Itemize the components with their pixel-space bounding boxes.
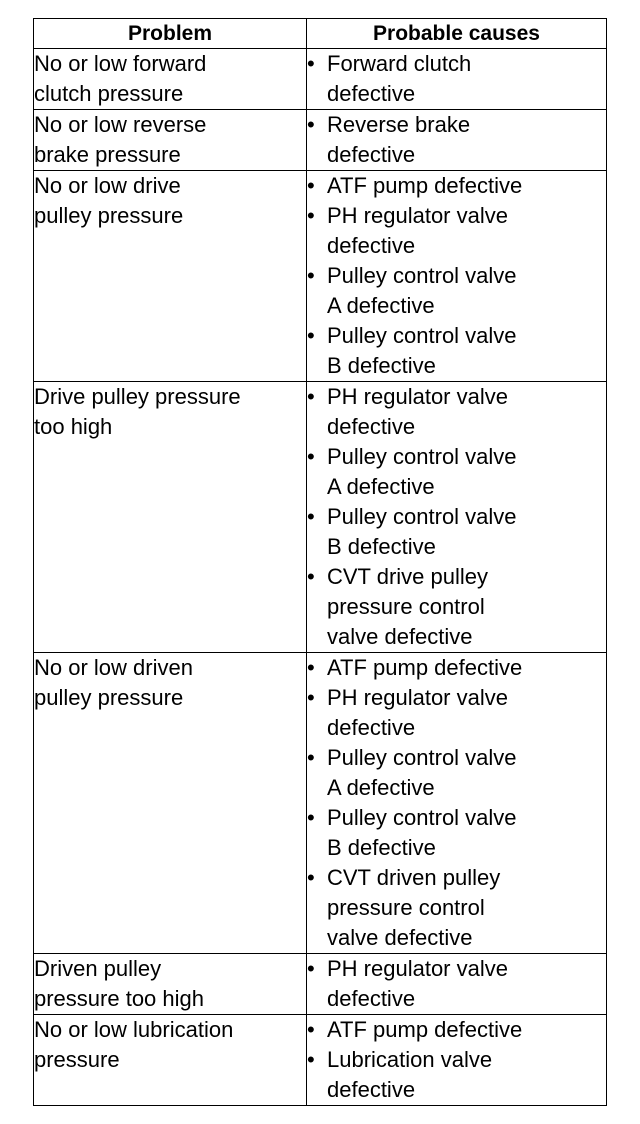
cause-text-line: Reverse brake	[327, 112, 471, 137]
probable-causes-cell	[307, 653, 607, 954]
cause-item	[307, 201, 606, 261]
problem-text-line: Driven pulley	[34, 956, 162, 981]
problem-column-header: Problem	[34, 19, 307, 49]
problem-cell	[34, 954, 307, 1015]
bullet-icon: •	[307, 1017, 315, 1042]
table-row	[34, 49, 607, 110]
probable-causes-cell	[307, 110, 607, 171]
problem-cell	[34, 171, 307, 382]
cause-text-line: B defective	[327, 534, 436, 559]
table-row	[34, 954, 607, 1015]
bullet-icon: •	[307, 323, 315, 348]
problem-text-line: pulley pressure	[34, 203, 184, 228]
cause-text-line: defective	[327, 142, 416, 167]
cause-text-line: A defective	[327, 293, 435, 318]
cause-list	[307, 382, 606, 652]
cause-item	[307, 1015, 606, 1045]
cause-item	[307, 49, 606, 109]
problem-text-line: too high	[34, 414, 113, 439]
cause-text-line: Pulley control valve	[327, 504, 517, 529]
problem-text-line: No or low lubrication	[34, 1017, 234, 1042]
cause-list	[307, 1015, 606, 1105]
cause-text-line: B defective	[327, 835, 436, 860]
table-row	[34, 171, 607, 382]
problem-text-line: No or low reverse	[34, 112, 207, 137]
bullet-icon: •	[307, 564, 315, 589]
cause-text-line: PH regulator valve	[327, 956, 508, 981]
cause-text-line: pressure control	[327, 594, 485, 619]
problem-cell	[34, 382, 307, 653]
bullet-icon: •	[307, 384, 315, 409]
cause-text-line: Pulley control valve	[327, 745, 517, 770]
problem-text-line: clutch pressure	[34, 81, 184, 106]
cause-item	[307, 382, 606, 442]
cause-list	[307, 171, 606, 381]
cause-item	[307, 171, 606, 201]
probable-causes-cell	[307, 171, 607, 382]
problem-text-line: No or low driven	[34, 655, 193, 680]
bullet-icon: •	[307, 173, 315, 198]
cause-text-line: Lubrication valve	[327, 1047, 493, 1072]
bullet-icon: •	[307, 203, 315, 228]
bullet-icon: •	[307, 865, 315, 890]
probable-causes-cell	[307, 954, 607, 1015]
cause-list	[307, 110, 606, 170]
cause-item	[307, 863, 606, 953]
problem-text-line: Drive pulley pressure	[34, 384, 241, 409]
probable-causes-cell	[307, 382, 607, 653]
cause-text-line: defective	[327, 233, 416, 258]
problem-text-line: brake pressure	[34, 142, 181, 167]
cause-list	[307, 954, 606, 1014]
cause-text-line: PH regulator valve	[327, 685, 508, 710]
bullet-icon: •	[307, 263, 315, 288]
cause-text-line: Pulley control valve	[327, 444, 517, 469]
bullet-icon: •	[307, 655, 315, 680]
table-row	[34, 653, 607, 954]
cause-item	[307, 110, 606, 170]
cause-text-line: defective	[327, 414, 416, 439]
cause-item	[307, 803, 606, 863]
cause-text-line: CVT driven pulley	[327, 865, 501, 890]
cause-text-line: A defective	[327, 775, 435, 800]
problem-text-line: pressure too high	[34, 986, 204, 1011]
table-body	[34, 49, 607, 1106]
cause-text-line: Forward clutch	[327, 51, 472, 76]
cause-text-line: Pulley control valve	[327, 805, 517, 830]
bullet-icon: •	[307, 444, 315, 469]
problem-text-line: pressure	[34, 1047, 120, 1072]
table-header	[34, 19, 607, 49]
cause-text-line: valve defective	[327, 624, 473, 649]
bullet-icon: •	[307, 805, 315, 830]
cause-item	[307, 653, 606, 683]
cause-text-line: Pulley control valve	[327, 323, 517, 348]
cause-item	[307, 1045, 606, 1105]
problem-text-line: No or low forward	[34, 51, 207, 76]
bullet-icon: •	[307, 1047, 315, 1072]
cause-item	[307, 261, 606, 321]
problem-cell	[34, 1015, 307, 1106]
table-row	[34, 382, 607, 653]
troubleshooting-table	[33, 18, 607, 1106]
problem-text-line: pulley pressure	[34, 685, 184, 710]
cause-text-line: defective	[327, 715, 416, 740]
bullet-icon: •	[307, 112, 315, 137]
cause-item	[307, 954, 606, 1014]
cause-list	[307, 653, 606, 953]
header-row	[34, 19, 607, 49]
cause-item	[307, 442, 606, 502]
problem-cell	[34, 110, 307, 171]
cause-item	[307, 562, 606, 652]
cause-text-line: PH regulator valve	[327, 384, 508, 409]
cause-list	[307, 49, 606, 109]
bullet-icon: •	[307, 51, 315, 76]
problem-text-line: No or low drive	[34, 173, 181, 198]
cause-text-line: CVT drive pulley	[327, 564, 488, 589]
cause-item	[307, 502, 606, 562]
problem-cell	[34, 49, 307, 110]
bullet-icon: •	[307, 685, 315, 710]
bullet-icon: •	[307, 956, 315, 981]
bullet-icon: •	[307, 504, 315, 529]
cause-text-line: PH regulator valve	[327, 203, 508, 228]
probable-causes-cell	[307, 49, 607, 110]
cause-item	[307, 683, 606, 743]
cause-item	[307, 743, 606, 803]
probable-causes-column-header: Probable causes	[307, 19, 607, 49]
table-row	[34, 110, 607, 171]
cause-text-line: B defective	[327, 353, 436, 378]
cause-text-line: defective	[327, 986, 416, 1011]
cause-text-line: pressure control	[327, 895, 485, 920]
cause-text-line: ATF pump defective	[327, 173, 523, 198]
cause-text-line: A defective	[327, 474, 435, 499]
bullet-icon: •	[307, 745, 315, 770]
probable-causes-cell	[307, 1015, 607, 1106]
cause-text-line: defective	[327, 81, 416, 106]
cause-text-line: Pulley control valve	[327, 263, 517, 288]
cause-text-line: ATF pump defective	[327, 1017, 523, 1042]
problem-cell	[34, 653, 307, 954]
cause-text-line: ATF pump defective	[327, 655, 523, 680]
cause-text-line: defective	[327, 1077, 416, 1102]
cause-item	[307, 321, 606, 381]
table-row	[34, 1015, 607, 1106]
cause-text-line: valve defective	[327, 925, 473, 950]
